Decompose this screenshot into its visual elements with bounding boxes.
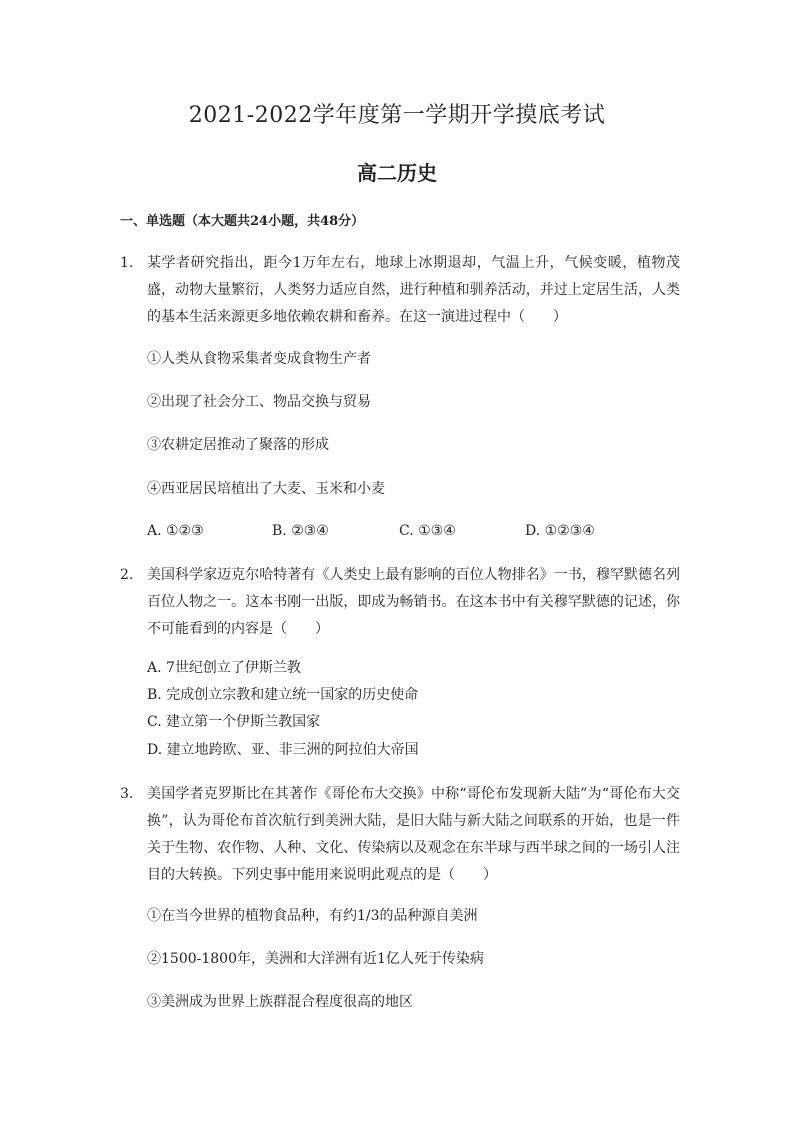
- question-1: [120, 250, 680, 331]
- statement: ①在当今世界的植物食品种，有约1/3的品种源自美洲: [147, 908, 478, 924]
- statement: ①人类从食物采集者变成食物生产者: [147, 351, 371, 367]
- question-stem: 美国科学家迈克尔哈特著有《人类史上最有影响的百位人物排名》一书，穆罕默德名列百位人物之一。这本书刚一出版，即成为畅销书。在这本书中有关穆罕默德的记述，你不可能看到的内容是（ ）: [147, 567, 680, 637]
- choice-a: A. ①②③: [147, 523, 204, 539]
- section-heading: 一、单选题（本大题共24小题，共48分）: [120, 214, 365, 229]
- statement: ②1500-1800年，美洲和大洋洲有近1亿人死于传染病: [147, 951, 484, 967]
- question-2: [120, 562, 680, 643]
- option-d: D. 建立地跨欧、亚、非三洲的阿拉伯大帝国: [147, 742, 419, 758]
- statement: ②出现了社会分工、物品交换与贸易: [147, 394, 371, 410]
- question-number: 2.: [120, 567, 134, 583]
- question-number: 1.: [120, 255, 134, 271]
- question-stem: 某学者研究指出，距今1万年左右，地球上冰期退却，气温上升，气候变暖，植物茂盛，动物大量繁衍，人类努力适应自然，进行种植和驯养活动，并过上定居生活，人类的基本生活来源更多地依赖农耕和畜养。在这一演进过程中（ ）: [147, 255, 680, 325]
- option-c: C. 建立第一个伊斯兰教国家: [147, 714, 321, 730]
- option-b: B. 完成创立宗教和建立统一国家的历史使命: [147, 687, 419, 703]
- statement: ③农耕定居推动了聚落的形成: [147, 437, 329, 453]
- choice-b: B. ②③④: [272, 523, 329, 539]
- option-a: A. 7世纪创立了伊斯兰教: [147, 660, 301, 676]
- choice-c: C. ①③④: [399, 523, 456, 539]
- exam-subject: 高二历史: [357, 161, 437, 185]
- statement: ④西亚居民培植出了大麦、玉米和小麦: [147, 481, 385, 497]
- question-3: [120, 781, 680, 889]
- exam-title: 2021-2022学年度第一学期开学摸底考试: [188, 103, 606, 128]
- choice-d: D. ①②③④: [525, 523, 595, 539]
- question-number: 3.: [120, 786, 134, 802]
- question-stem: 美国学者克罗斯比在其著作《哥伦布大交换》中称“哥伦布发现新大陆”为“哥伦布大交换”，认为哥伦布首次航行到美洲大陆，是旧大陆与新大陆之间联系的开始，也是一件关于生物、农作物、人种、文化、传染病以及观念在东半球与西半球之间的一场引人注目的大转换。下列史事中能用来说明此观点的是（ ）: [147, 786, 680, 883]
- statement: ③美洲成为世界上族群混合程度很高的地区: [147, 994, 413, 1010]
